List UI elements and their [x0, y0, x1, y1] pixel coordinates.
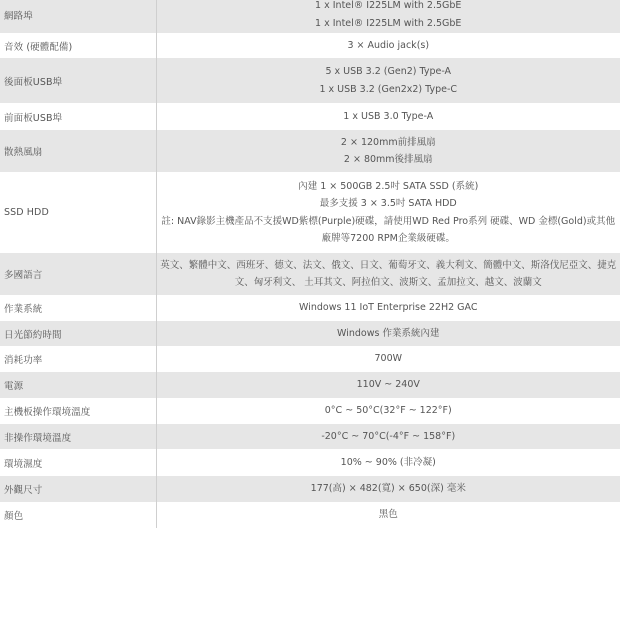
spec-value [156, 346, 620, 372]
spec-label: 音效 (硬體配備) [0, 33, 156, 58]
spec-row [0, 424, 620, 449]
spec-row [0, 476, 620, 502]
spec-label: 作業系統 [0, 295, 156, 321]
spec-label: 非操作環境溫度 [0, 424, 156, 449]
spec-value [156, 424, 620, 449]
spec-label: 網路埠 [0, 0, 156, 33]
spec-label: 外觀尺寸 [0, 476, 156, 502]
spec-row [0, 372, 620, 398]
spec-value-line: 110V ~ 240V [356, 379, 420, 391]
spec-value [156, 58, 620, 103]
spec-value-line: Windows 11 IoT Enterprise 22H2 GAC [299, 302, 478, 314]
spec-value-line: 1 x Intel® I225LM with 2.5GbE [315, 17, 462, 29]
spec-value-line: 177(高) × 482(寬) × 650(深) 毫米 [310, 483, 466, 495]
spec-label: 消耗功率 [0, 346, 156, 372]
spec-value [156, 0, 620, 33]
spec-label: 散熱風扇 [0, 130, 156, 172]
spec-value-line: 700W [374, 353, 403, 365]
spec-label: 電源 [0, 372, 156, 398]
spec-label: 日光節約時間 [0, 321, 156, 346]
spec-value-line: 2 × 80mm後排風扇 [343, 154, 433, 165]
spec-value [156, 130, 620, 172]
spec-value-line: 註: NAV錄影主機產品不支援WD紫標(Purple)硬碟，請使用WD Red Pro系列 硬碟、WD 金標(Gold)或其他廠牌等7200 RPM企業級硬碟。 [161, 215, 616, 244]
spec-value [156, 321, 620, 346]
spec-row [0, 33, 620, 58]
spec-label: 主機板操作環境溫度 [0, 398, 156, 424]
spec-value-line: 5 x USB 3.2 (Gen2) Type-A [325, 66, 452, 78]
spec-value-line: 1 x Intel® I225LM with 2.5GbE [315, 0, 462, 12]
spec-value-line: 最多支援 3 × 3.5吋 SATA HDD [319, 198, 457, 210]
spec-row [0, 172, 620, 253]
spec-value [156, 398, 620, 424]
spec-value-line: 3 × Audio jack(s) [347, 39, 430, 51]
spec-row [0, 58, 620, 103]
spec-row [0, 253, 620, 295]
spec-value [156, 33, 620, 58]
spec-label: 後面板USB埠 [0, 58, 156, 103]
spec-row [0, 502, 620, 528]
spec-row [0, 398, 620, 424]
spec-row [0, 0, 620, 33]
spec-value [156, 476, 620, 502]
spec-value-line: 1 x USB 3.2 (Gen2x2) Type-C [319, 83, 458, 95]
spec-value [156, 372, 620, 398]
spec-value [156, 449, 620, 476]
spec-value-line: 內建 1 × 500GB 2.5吋 SATA SSD (系統) [298, 180, 479, 192]
spec-value [156, 253, 620, 295]
spec-value-line: 1 x USB 3.0 Type-A [343, 110, 434, 122]
spec-row [0, 295, 620, 321]
spec-row [0, 321, 620, 346]
spec-value [156, 103, 620, 130]
spec-row [0, 449, 620, 476]
spec-label: 前面板USB埠 [0, 103, 156, 130]
spec-value-line: Windows 作業系統內建 [337, 327, 440, 339]
spec-value-line: 0°C ~ 50°C(32°F ~ 122°F) [324, 405, 452, 417]
spec-label: 多國語言 [0, 253, 156, 295]
spec-row [0, 130, 620, 172]
spec-value-line: 10% ~ 90% (非冷凝) [340, 456, 436, 468]
spec-label: 環境濕度 [0, 449, 156, 476]
spec-value-line: -20°C ~ 70°C(-4°F ~ 158°F) [321, 430, 456, 442]
spec-value-line: 英文、繁體中文、西班牙、德文、法文、俄文、日文、葡萄牙文、義大利文、簡體中文、斯洛伐尼亞文、捷克文、匈牙利文、 土耳其文、阿拉伯文、波斯文、孟加拉文、越文、波蘭文 [160, 259, 617, 288]
spec-label: SSD HDD [0, 172, 156, 253]
spec-value [156, 502, 620, 528]
spec-value [156, 172, 620, 253]
spec-label: 顏色 [0, 502, 156, 528]
spec-row [0, 346, 620, 372]
spec-value-line: 2 × 120mm前排風扇 [340, 136, 436, 148]
spec-value-line: 黑色 [378, 509, 398, 521]
spec-value [156, 295, 620, 321]
spec-row [0, 103, 620, 130]
